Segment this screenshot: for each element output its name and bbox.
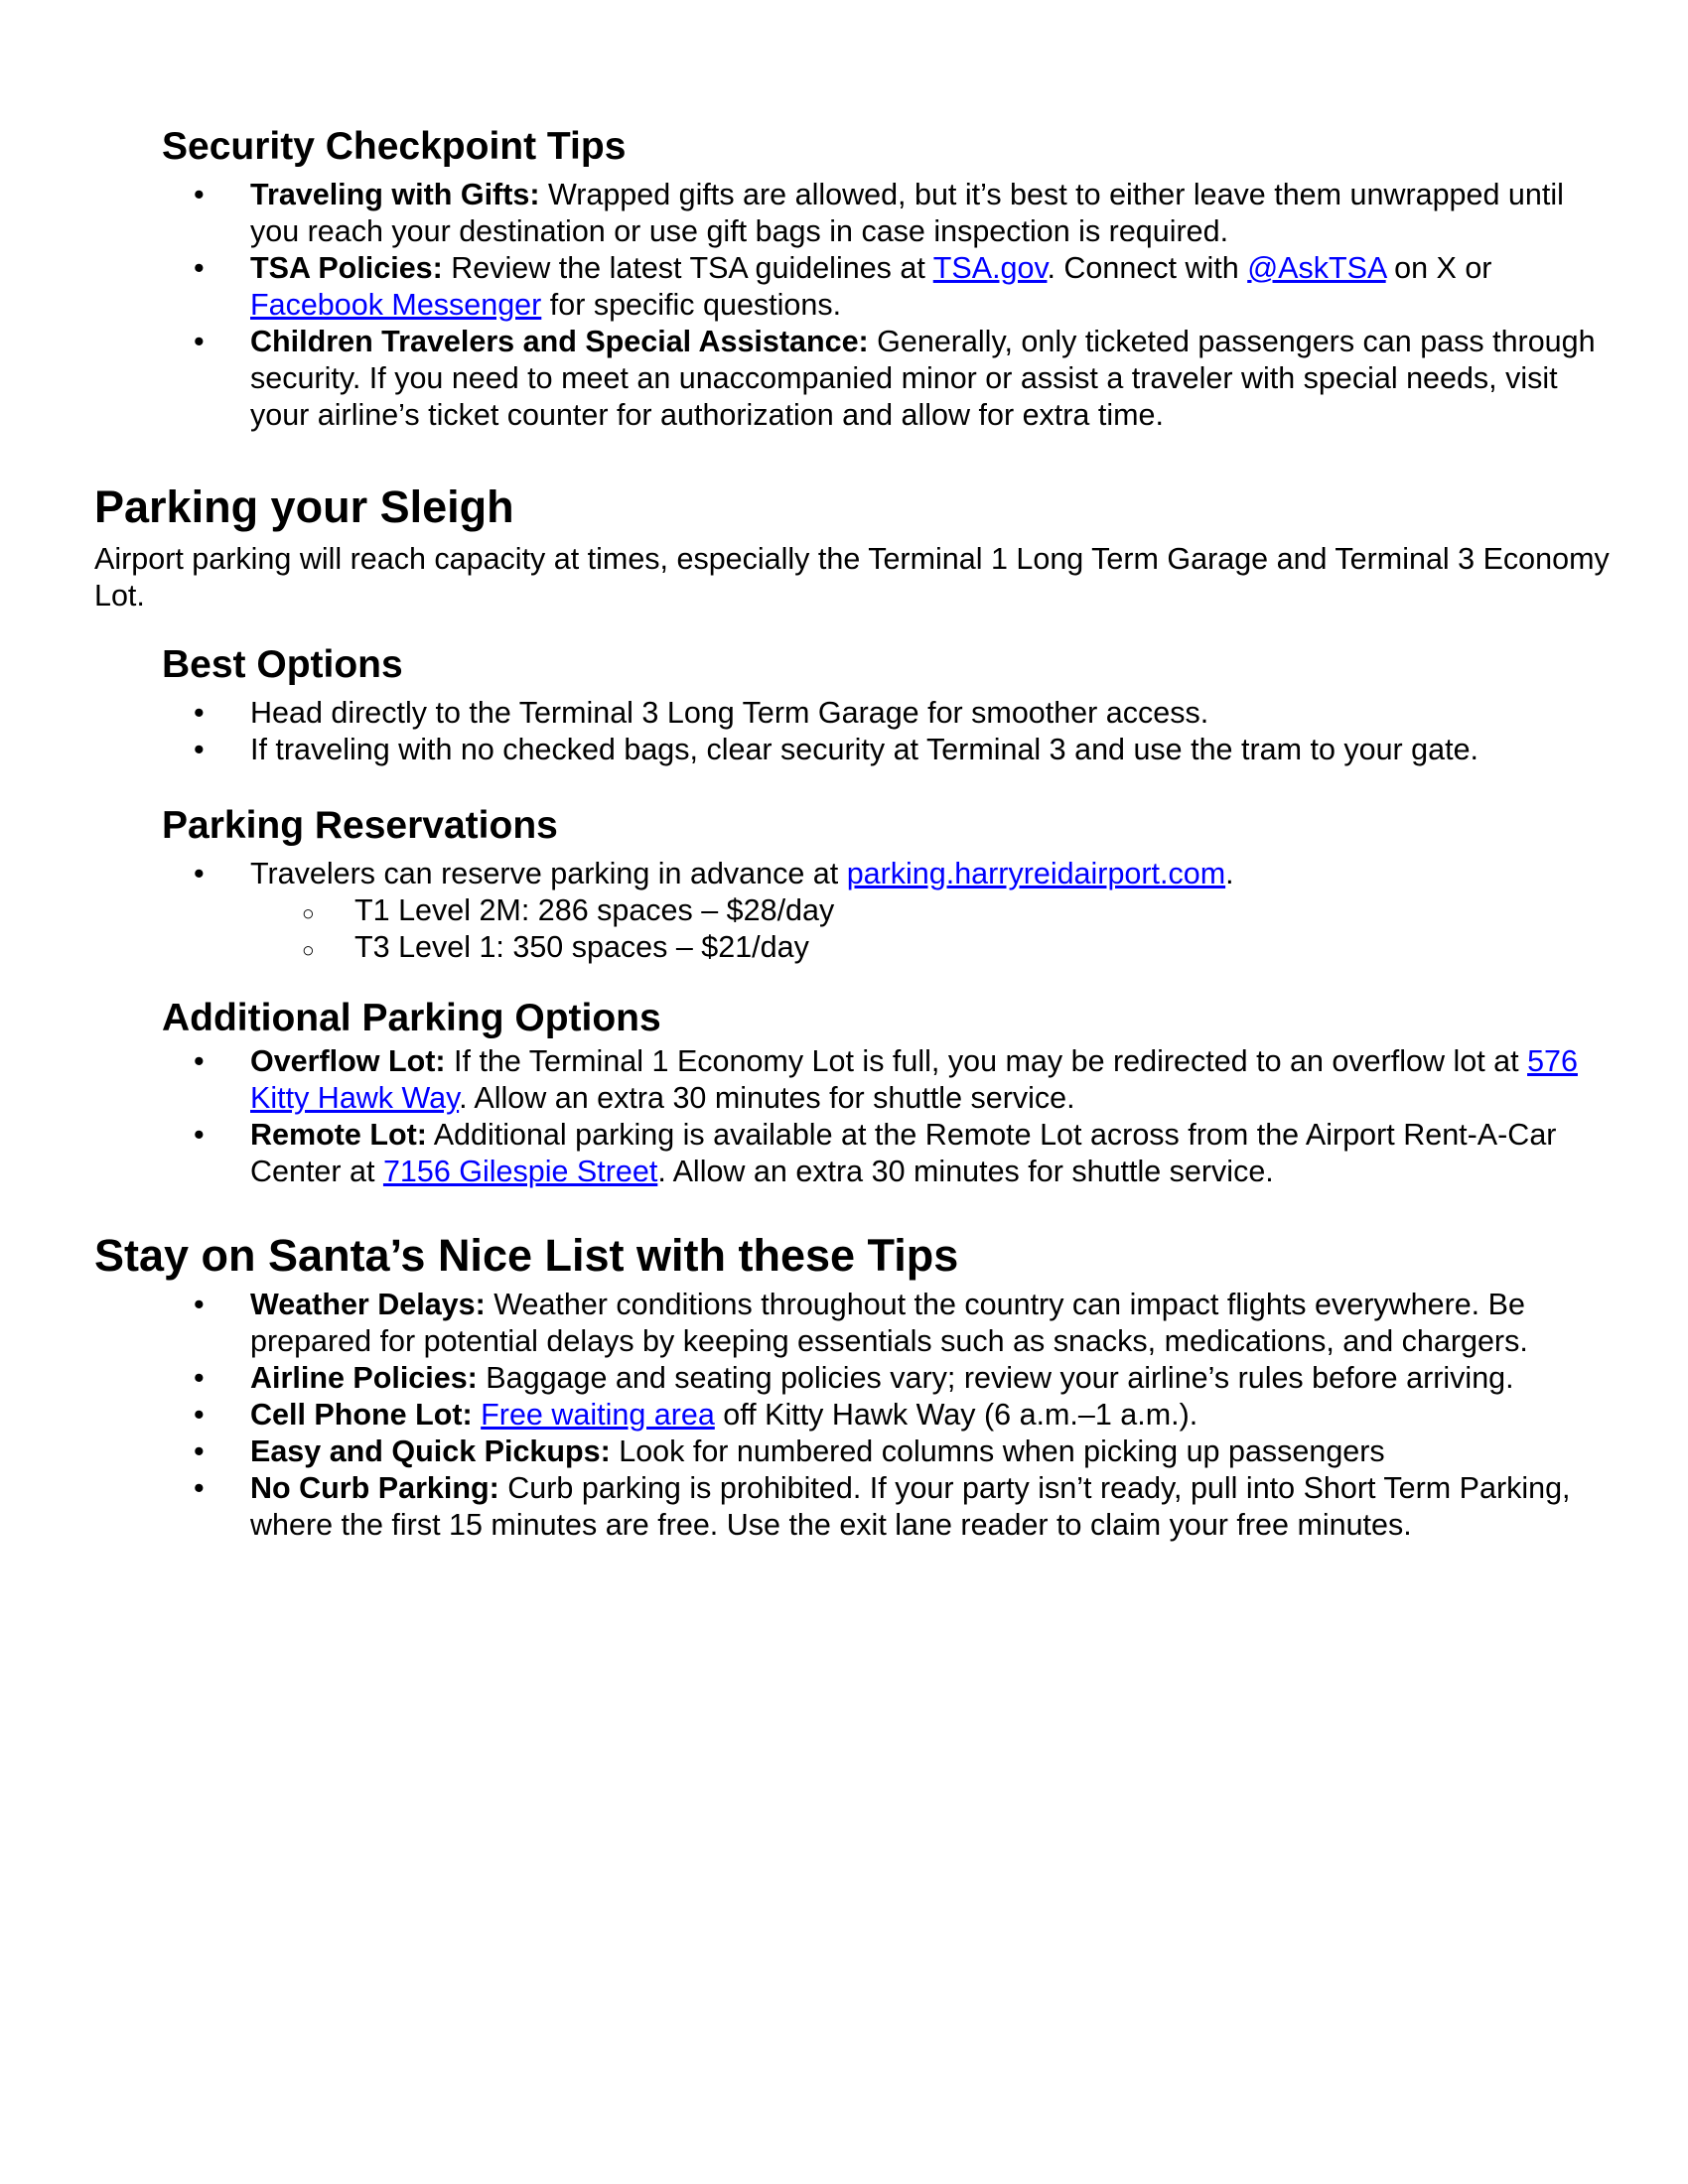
bold-lead-text: No Curb Parking:	[250, 1471, 499, 1505]
list-item-head-directly	[94, 695, 1614, 732]
list-item-traveling-with-gifts	[94, 177, 1614, 250]
list-item-tsa-policies	[94, 250, 1614, 324]
text-segment: Wrapped gifts are allowed, but it’s best to either leave them unwrapped until you reach your destination or use gift bags in case inspection is required.	[250, 178, 1564, 248]
text-segment: Review the latest TSA guidelines at	[442, 251, 933, 285]
bold-lead-text: TSA Policies:	[250, 251, 443, 285]
heading-parking-your-sleigh: Parking your Sleigh	[94, 481, 514, 532]
text-segment: Look for numbered columns when picking up passengers	[610, 1434, 1385, 1468]
text-segment: . Allow an extra 30 minutes for shuttle service.	[459, 1081, 1075, 1115]
text-segment: If the Terminal 1 Economy Lot is full, you may be redirected to an overflow lot at	[445, 1044, 1528, 1078]
parking-reservations-list	[94, 856, 1614, 966]
heading-best-options: Best Options	[162, 643, 403, 686]
bold-lead-text: Remote Lot:	[250, 1118, 427, 1152]
text-segment: .	[1225, 857, 1234, 890]
santa-tips-list	[94, 1287, 1614, 1544]
text-segment: Curb parking is prohibited. If your party isn’t ready, pull into Short Term Parking, where the first 15 minutes are free. Use the exit lane reader to claim your free minutes.	[250, 1471, 1571, 1542]
list-item-cell-phone-lot	[94, 1397, 1614, 1433]
list-item-no-curb-parking	[94, 1470, 1614, 1544]
text-segment: Travelers can reserve parking in advance at	[250, 857, 847, 890]
text-segment: Additional parking is available at the Remote Lot across from the Airport Rent-A-Car Center at	[250, 1118, 1557, 1188]
link-tsa-gov[interactable]: TSA.gov	[932, 251, 1048, 285]
text-segment: Head directly to the Terminal 3 Long Term Garage for smoother access.	[250, 696, 1209, 730]
text-segment: Weather conditions throughout the country can impact flights everywhere. Be prepared for potential delays by keeping essentials such as snacks, medications, and chargers.	[250, 1288, 1528, 1358]
list-item-children-special-assistance	[94, 324, 1614, 434]
text-segment: . Allow an extra 30 minutes for shuttle service.	[657, 1155, 1274, 1188]
list-item-easy-quick-pickups	[94, 1433, 1614, 1470]
bold-lead-text: Airline Policies:	[250, 1361, 478, 1395]
best-options-list	[94, 695, 1614, 768]
parking-intro-paragraph: Airport parking will reach capacity at times, especially the Terminal 1 Long Term Garage and Terminal 3 Economy Lot.	[94, 542, 1610, 613]
link-facebook-messenger[interactable]: Facebook Messenger	[250, 288, 542, 322]
list-item-weather-delays	[94, 1287, 1614, 1360]
text-segment: . Connect with	[1047, 251, 1248, 285]
text-segment: If traveling with no checked bags, clear security at Terminal 3 and use the tram to your gate.	[250, 733, 1479, 766]
heading-santa-nice-list-tips: Stay on Santa’s Nice List with these Tips	[94, 1230, 959, 1281]
link-gilespie-street[interactable]: 7156 Gilespie Street	[382, 1155, 658, 1188]
bold-lead-text: Traveling with Gifts:	[250, 178, 540, 211]
text-segment: Baggage and seating policies vary; review your airline’s rules before arriving.	[477, 1361, 1514, 1395]
heading-parking-reservations: Parking Reservations	[162, 804, 558, 847]
text-segment: for specific questions.	[541, 288, 842, 322]
list-item-reserve-parking	[94, 856, 1614, 966]
bold-lead-text: Weather Delays:	[250, 1288, 486, 1321]
security-tips-list	[94, 177, 1614, 434]
text-segment: off Kitty Hawk Way (6 a.m.–1 a.m.).	[714, 1398, 1198, 1432]
link-free-waiting-area[interactable]: Free waiting area	[481, 1398, 715, 1432]
heading-security-checkpoint-tips: Security Checkpoint Tips	[162, 125, 627, 168]
list-item-remote-lot	[94, 1117, 1614, 1190]
heading-additional-parking-options: Additional Parking Options	[162, 997, 661, 1039]
bold-lead-text: Overflow Lot:	[250, 1044, 446, 1078]
sub-list-item-t1-level-2m: ○ T1 Level 2M: 286 spaces – $28/day	[250, 892, 1614, 929]
link-kitty-hawk-way[interactable]: 576 Kitty Hawk Way	[250, 1044, 1578, 1115]
link-asktsa[interactable]: @AskTSA	[1247, 251, 1386, 285]
additional-parking-list	[94, 1043, 1614, 1190]
list-item-no-checked-bags	[94, 732, 1614, 768]
text-segment	[473, 1398, 481, 1432]
reservation-sublist	[250, 892, 1614, 966]
text-segment: on X or	[1385, 251, 1492, 285]
link-parking-harryreidairport[interactable]: parking.harryreidairport.com	[846, 857, 1226, 890]
sub-list-item-t3-level-1: ○ T3 Level 1: 350 spaces – $21/day	[250, 929, 1614, 966]
reserve-parking-text	[250, 857, 1234, 890]
bold-lead-text: Children Travelers and Special Assistance:	[250, 325, 869, 358]
text-segment: Generally, only ticketed passengers can pass through security. If you need to meet an unaccompanied minor or assist a traveler with special needs, visit your airline’s ticket counter for authorization and allow for extra time.	[250, 325, 1596, 432]
bold-lead-text: Cell Phone Lot:	[250, 1398, 473, 1432]
bold-lead-text: Easy and Quick Pickups:	[250, 1434, 611, 1468]
list-item-overflow-lot	[94, 1043, 1614, 1117]
list-item-airline-policies	[94, 1360, 1614, 1397]
